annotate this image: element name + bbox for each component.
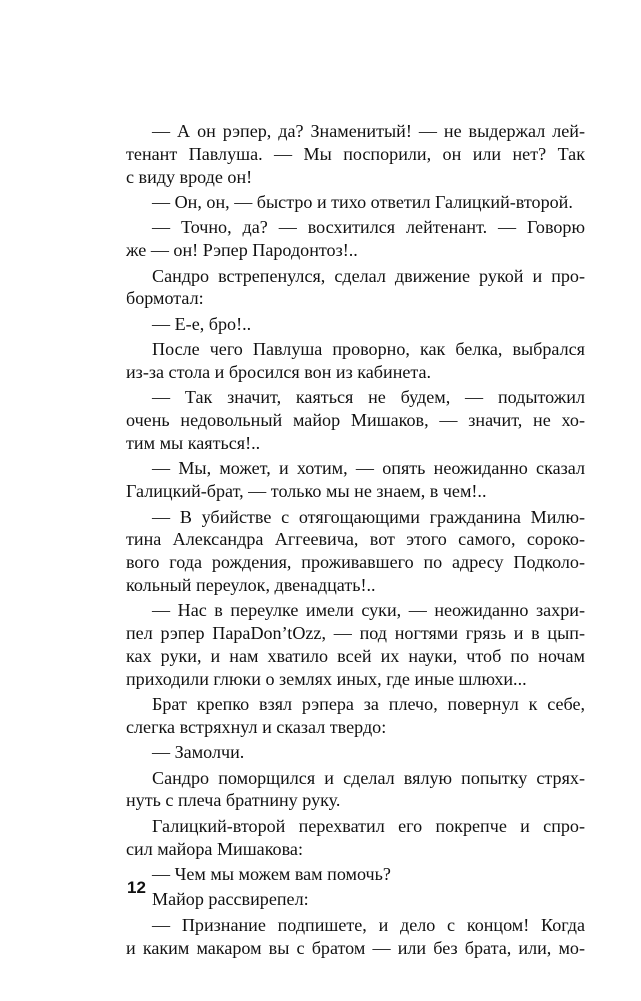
text-line: кольный переулок, двенадцать!..	[126, 574, 376, 595]
text-line: — В убийстве с отягощающими гражданина Милю-	[152, 506, 585, 527]
text-line: с виду вроде он!	[126, 166, 253, 187]
text-line: — Так значит, каяться не будем, — подытожил	[152, 387, 585, 408]
text-line: тим мы каяться!..	[126, 432, 261, 453]
text-line: — Замолчи.	[152, 742, 245, 763]
paragraph	[126, 216, 585, 262]
text-line: Галицкий-брат, — только мы не знаем, в чем!..	[126, 481, 487, 502]
paragraph	[126, 313, 585, 336]
text-line: вого года рождения, проживавшего по адресу Подколо-	[126, 552, 585, 573]
text-line: — Признание подпишете, и дело с концом! Когда	[152, 914, 585, 935]
text-line: и каким макаром вы с братом — или без брата, или, мо-	[126, 937, 585, 958]
text-line: — Нас в переулке имели суки, — неожиданно захри-	[152, 600, 585, 621]
text-line: приходили глюки о землях иных, где иные шлюхи...	[126, 668, 527, 689]
text-line: После чего Павлуша проворно, как белка, выбрался	[152, 339, 585, 360]
paragraph	[126, 338, 585, 384]
paragraph	[126, 191, 585, 214]
paragraph	[126, 599, 585, 690]
text-line: тина Александра Аггеевича, вот этого самого, сороко-	[126, 529, 585, 550]
text-line: же — он! Рэпер Пародонтоз!..	[126, 240, 358, 261]
text-line: тенант Павлуша. — Мы поспорили, он или нет? Так	[126, 143, 585, 164]
text-line: Сандро поморщился и сделал вялую попытку стрях-	[152, 767, 585, 788]
text-line: пел рэпер ПараDon’tOzz, — под ногтями грязь и в цып-	[126, 623, 585, 644]
text-line: Галицкий-второй перехватил его покрепче и спро-	[152, 815, 585, 836]
text-line: сил майора Мишакова:	[126, 838, 303, 859]
text-line: слегка встряхнул и сказал твердо:	[126, 716, 387, 737]
text-line: из-за стола и бросился вон из кабинета.	[126, 361, 432, 382]
paragraph	[126, 914, 585, 960]
paragraph	[126, 767, 585, 813]
paragraph	[126, 888, 585, 911]
paragraph	[126, 506, 585, 597]
text-line: очень недовольный майор Мишаков, — значит, не хо-	[126, 410, 585, 431]
paragraph	[126, 863, 585, 886]
paragraph	[126, 386, 585, 454]
text-line: Брат крепко взял рэпера за плечо, повернул к себе,	[152, 694, 585, 715]
text-line: — Мы, может, и хотим, — опять неожиданно сказал	[152, 458, 585, 479]
text-line: — Он, он, — быстро и тихо ответил Галицкий-второй.	[152, 191, 573, 212]
text-line: бормотал:	[126, 288, 204, 309]
text-line: Майор рассвирепел:	[152, 889, 309, 910]
paragraph	[126, 815, 585, 861]
paragraph	[126, 741, 585, 764]
paragraph	[126, 120, 585, 188]
text-line: — Чем мы можем вам помочь?	[152, 864, 391, 885]
text-line: нуть с плеча братнину руку.	[126, 790, 341, 811]
paragraph	[126, 457, 585, 503]
text-line: — Е-е, бро!..	[152, 313, 252, 334]
text-line: ках руки, и нам хватило всей их науки, чтоб по ночам	[126, 645, 585, 666]
text-line: Сандро встрепенулся, сделал движение рукой и про-	[152, 265, 585, 286]
text-line: — Точно, да? — восхитился лейтенант. — Говорю	[152, 217, 585, 238]
paragraph	[126, 265, 585, 311]
paragraph	[126, 693, 585, 739]
text-line: — А он рэпер, да? Знаменитый! — не выдержал лей-	[152, 121, 585, 141]
body-text	[126, 120, 585, 962]
page-number: 12	[127, 878, 146, 897]
